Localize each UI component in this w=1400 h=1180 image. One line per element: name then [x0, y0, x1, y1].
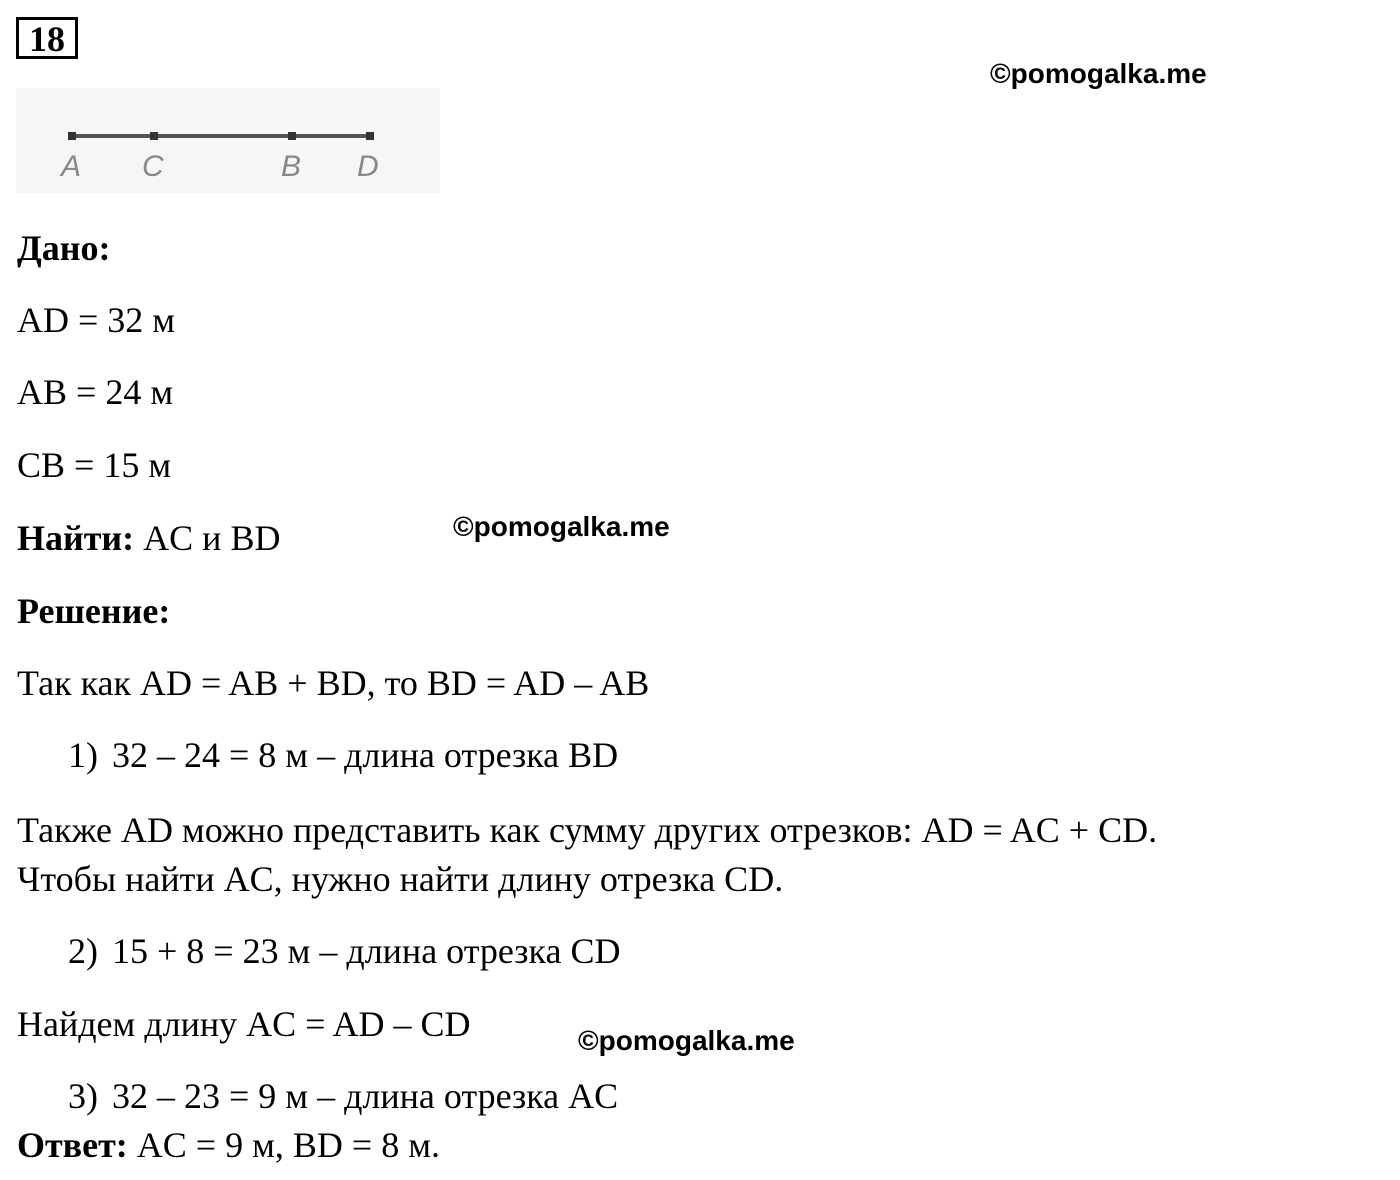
point-b-label: B	[281, 150, 302, 183]
find-line	[17, 518, 280, 558]
find-label: Найти:	[17, 518, 135, 558]
solution-paragraph-line: Чтобы найти AC, нужно найти длину отрезка CD.	[17, 859, 784, 899]
step-3	[68, 1076, 618, 1116]
step-number: 3)	[68, 1076, 98, 1116]
answer-line	[17, 1125, 440, 1165]
given-item: AB = 24 м	[17, 372, 174, 412]
step-number: 2)	[68, 931, 98, 971]
given-heading: Дано:	[17, 228, 111, 268]
step-number: 1)	[68, 735, 98, 775]
problem-number: 18	[16, 17, 78, 59]
point-c-mark	[150, 132, 158, 140]
step-text: 15 + 8 = 23 м – длина отрезка CD	[112, 931, 621, 971]
step-text: 32 – 23 = 9 м – длина отрезка AC	[112, 1076, 619, 1116]
point-a-mark	[68, 132, 76, 140]
step-1	[68, 735, 618, 775]
given-item: CB = 15 м	[17, 445, 172, 485]
point-c-label: C	[142, 150, 164, 183]
solution-paragraph-line: Найдем длину AC = AD – CD	[17, 1004, 471, 1044]
watermark-middle: ©pomogalka.me	[453, 511, 670, 542]
point-d-mark	[366, 132, 374, 140]
step-text: 32 – 24 = 8 м – длина отрезка BD	[112, 735, 619, 775]
find-text: AC и BD	[134, 518, 281, 558]
step-2	[68, 931, 620, 971]
solution-heading: Решение:	[17, 591, 171, 631]
watermark-top: ©pomogalka.me	[990, 58, 1207, 89]
watermark-bottom: ©pomogalka.me	[578, 1025, 795, 1056]
answer-label: Ответ:	[17, 1125, 128, 1165]
segment-figure	[16, 88, 440, 193]
segment-diagram	[16, 88, 440, 193]
solution-intro: Так как AD = AB + BD, то BD = AD – AB	[17, 663, 650, 703]
point-d-label: D	[357, 150, 379, 183]
answer-text: AC = 9 м, BD = 8 м.	[127, 1125, 440, 1165]
given-item: AD = 32 м	[17, 300, 176, 340]
solution-paragraph-line: Также AD можно представить как сумму других отрезков: AD = AC + CD.	[17, 810, 1158, 850]
point-b-mark	[288, 132, 296, 140]
point-a-label: A	[61, 150, 82, 183]
